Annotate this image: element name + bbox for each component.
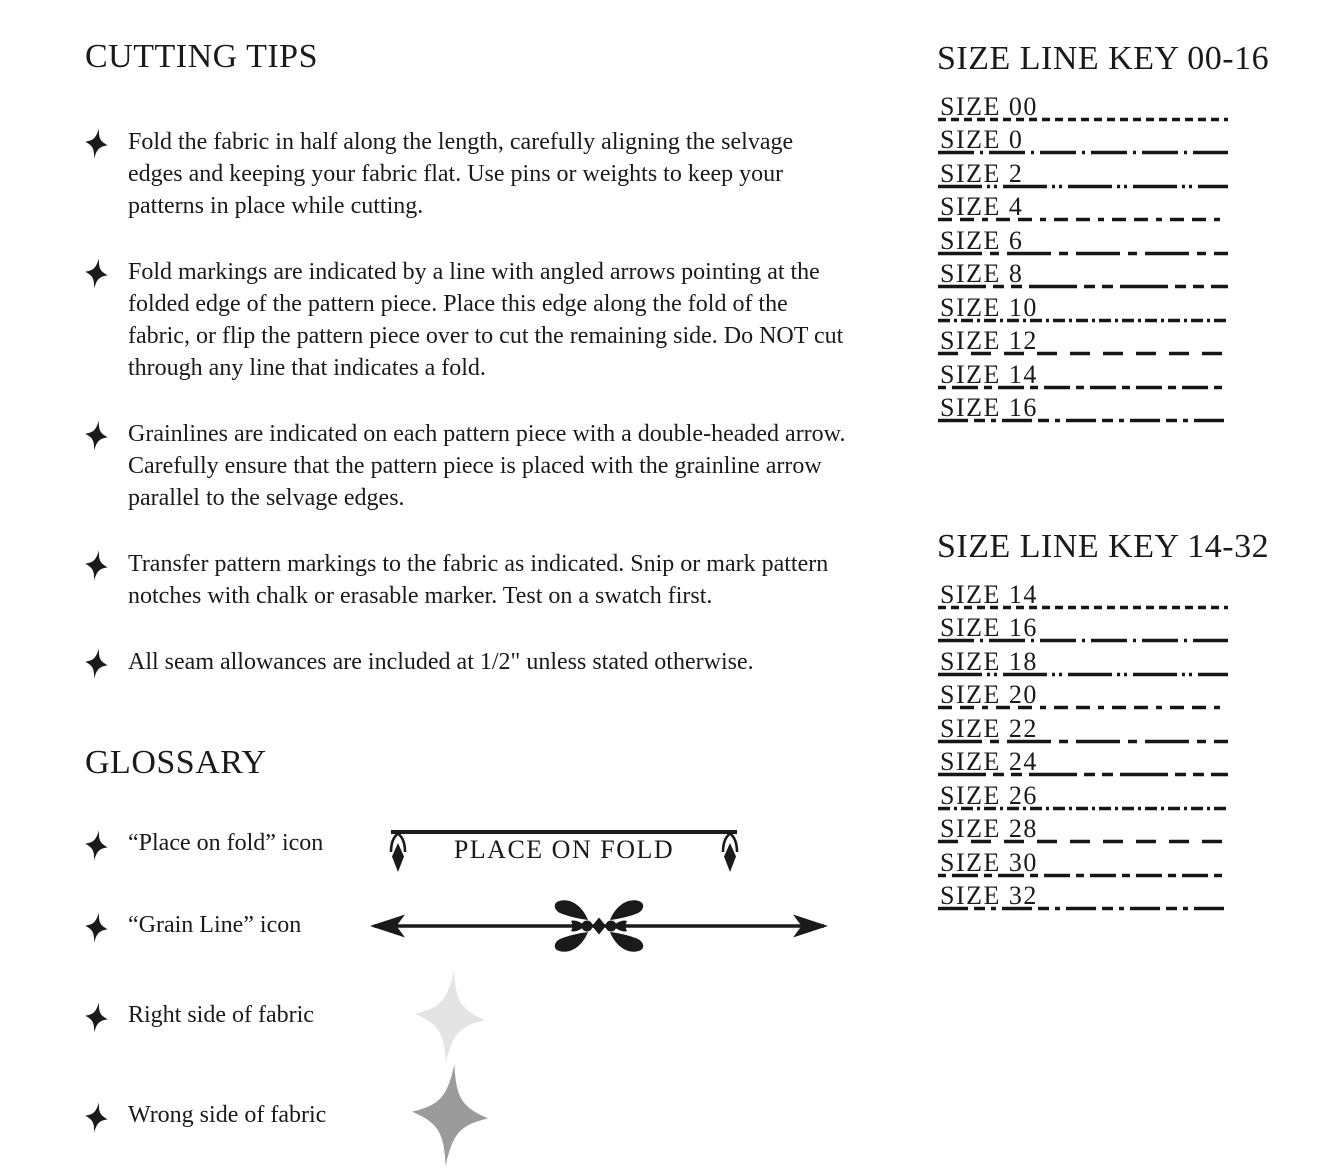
size-line-key-2-list [938,576,1228,911]
star-bullet-icon [83,828,111,862]
cutting-tip-text: Fold the fabric in half along the length, carefully aligning the selvage edges and keeping your fabric flat. Use pins or weights to keep your patterns in place while cutting. [128,129,794,219]
size-label: SIZE 10 [940,292,1038,322]
size-row [938,88,1228,122]
star-bullet-icon [83,418,111,452]
size-label: SIZE 14 [940,579,1038,609]
size-label: SIZE 20 [940,680,1038,709]
size-line-key-1-heading: SIZE LINE KEY 00-16 [937,40,1270,77]
grain-line-icon [368,894,830,958]
size-row [938,878,1228,912]
cutting-tip-text: All seam allowances are included at 1/2" unless stated otherwise. [128,649,754,675]
cutting-tips-list [85,126,885,713]
wrong-side-fabric-star-icon [400,1060,501,1170]
size-row [938,289,1228,323]
cutting-tip-item [85,418,885,514]
size-row [938,122,1228,156]
place-on-fold-text: PLACE ON FOLD [453,835,675,864]
star-bullet-icon [83,256,111,290]
glossary-item-label: Right side of fabric [128,1002,314,1028]
size-label: SIZE 26 [940,780,1038,810]
size-line-key-1-list [938,88,1228,423]
star-bullet-icon [83,1000,111,1034]
size-row [938,576,1228,610]
star-bullet-icon [83,548,111,582]
size-row [938,811,1228,845]
glossary-item-place-on-fold [85,828,323,861]
place-on-fold-icon [386,823,742,875]
size-label: SIZE 16 [940,393,1038,422]
size-label: SIZE 0 [940,125,1024,154]
size-label: SIZE 30 [940,847,1038,877]
glossary-item-label: “Place on fold” icon [128,830,324,856]
size-row [938,710,1228,744]
size-row [938,256,1228,290]
size-row [938,677,1228,711]
size-label: SIZE 4 [940,192,1024,221]
cutting-tip-item [85,256,885,384]
cutting-tip-text: Fold markings are indicated by a line with angled arrows pointing at the folded edge of the pattern piece. Place this edge along the fold of the fabric, or flip the pattern piece over to cut the remaining side. Do NOT cut through any line that indicates a fold. [128,259,844,381]
size-label: SIZE 24 [940,747,1038,776]
glossary-item-right-side [85,1000,314,1033]
star-bullet-icon [83,126,111,160]
star-bullet-icon [83,646,111,680]
size-row [938,390,1228,424]
size-row [938,222,1228,256]
size-label: SIZE 2 [940,158,1024,188]
size-row [938,610,1228,644]
size-line-key-2-heading: SIZE LINE KEY 14-32 [937,528,1270,565]
size-row [938,643,1228,677]
size-row [938,356,1228,390]
right-side-fabric-star-icon [403,966,497,1067]
cutting-tip-item [85,548,885,612]
size-label: SIZE 14 [940,359,1038,389]
size-label: SIZE 16 [940,613,1038,642]
glossary-item-grain-line [85,910,301,943]
star-bullet-icon [83,910,111,944]
size-label: SIZE 18 [940,646,1038,676]
size-label: SIZE 22 [940,713,1038,743]
size-label: SIZE 8 [940,259,1024,288]
size-label: SIZE 28 [940,814,1038,843]
size-label: SIZE 12 [940,326,1038,355]
size-row [938,189,1228,223]
cutting-tip-text: Transfer pattern markings to the fabric as indicated. Snip or mark pattern notches with chalk or erasable marker. Test on a swatch first. [128,551,829,609]
size-label: SIZE 6 [940,225,1024,255]
cutting-tip-item [85,126,885,222]
cutting-tip-item [85,646,885,679]
size-label: SIZE 00 [940,91,1038,121]
size-row [938,777,1228,811]
size-row [938,844,1228,878]
glossary-item-label: Wrong side of fabric [128,1102,327,1128]
glossary-item-wrong-side [85,1100,326,1133]
star-bullet-icon [83,1100,111,1134]
glossary-item-label: “Grain Line” icon [128,912,302,938]
size-row [938,744,1228,778]
size-label: SIZE 32 [940,881,1038,910]
cutting-tips-heading: CUTTING TIPS [85,38,318,75]
size-row [938,155,1228,189]
cutting-tip-text: Grainlines are indicated on each pattern piece with a double-headed arrow. Carefully ensure that the pattern piece is placed with the grainline arrow parallel to the selvage edges. [128,421,846,511]
glossary-heading: GLOSSARY [85,744,267,781]
size-row [938,323,1228,357]
